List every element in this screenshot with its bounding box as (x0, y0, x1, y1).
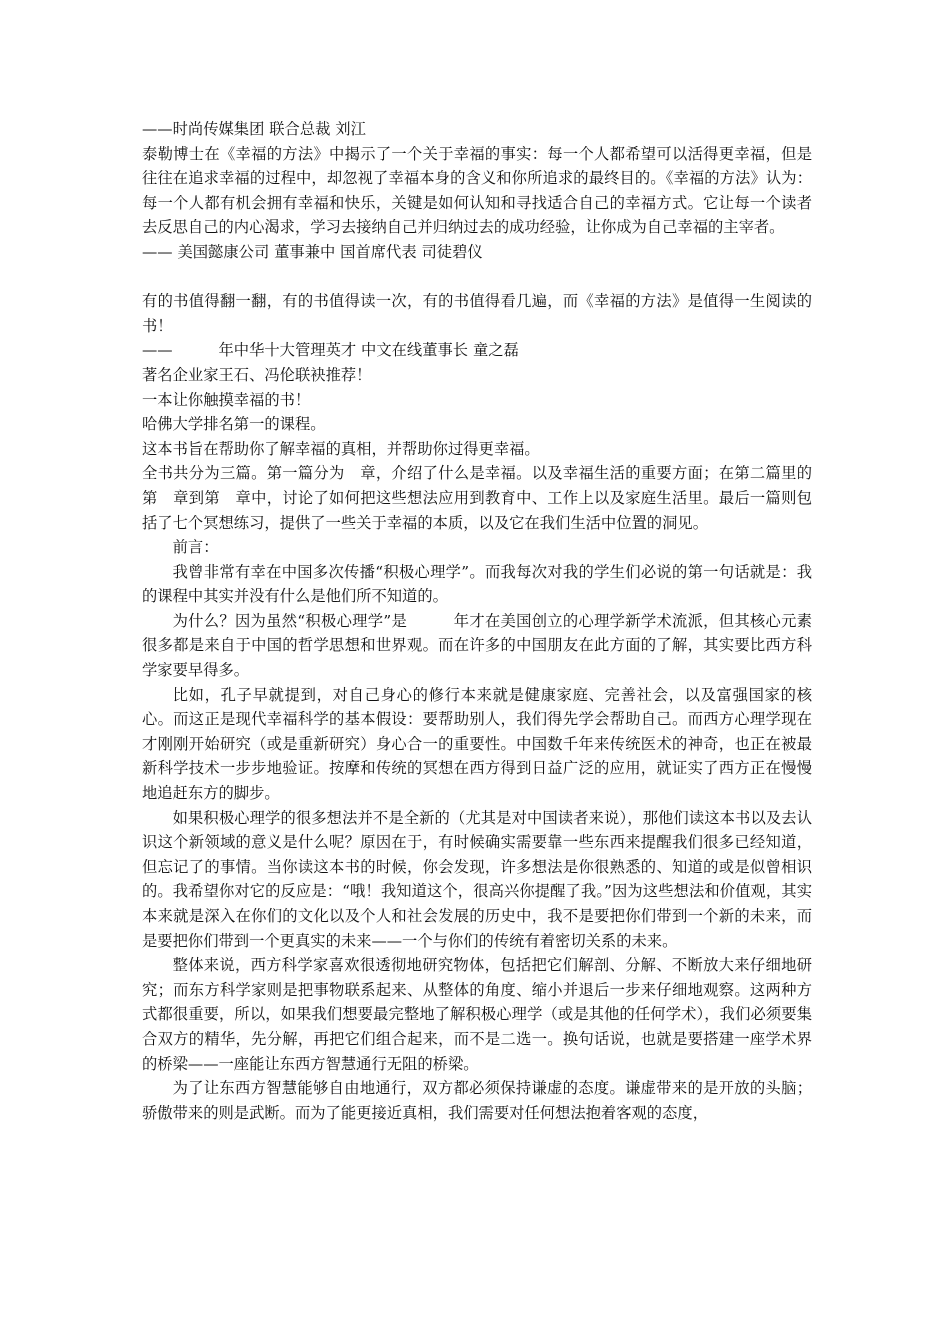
paragraph: 前言： (172, 538, 219, 557)
paragraph: 整体来说，西方科学家喜欢很透彻地研究物体，包括把它们解剖、分解、不断放大来仔细地研究；而东方科学家则是把事物联系起来、从整体的角度、缩小并退后一步来仔细地观察。这两种方式都很重要，所以，如果我们想要最完整地了解积极心理学（或是其他的任何学术），我们必须要集合双方的精华，先分解，再把它们组合起来，而不是二选一。换句话说，也就是要搭建一座学术界的桥梁——一座能让东西方智慧通行无阻的桥梁。 (142, 956, 812, 1073)
paragraph: 我曾非常有幸在中国多次传播“积极心理学”。而我每次对我的学生们必说的第一句话就是：我的课程中其实并没有什么是他们所不知道的。 (142, 562, 812, 606)
document-body (142, 117, 812, 1125)
text-line: 一本让你触摸幸福的书！ (142, 390, 311, 409)
text-line: 著名企业家王石、冯伦联袂推荐！ (142, 365, 372, 384)
paragraph: 为了让东西方智慧能够自由地通行，双方都必须保持谦虚的态度。谦虚带来的是开放的头脑；骄傲带来的则是武断。而为了能更接近真相，我们需要对任何想法抱着客观的态度， (142, 1079, 812, 1122)
text-line: ——时尚传媒集团 联合总裁 刘江 (142, 120, 366, 138)
paragraph: 泰勒博士在《幸福的方法》中揭示了一个关于幸福的事实：每一个人都希望可以活得更幸福，但是往往在追求幸福的过程中，却忽视了幸福本身的含义和你所追求的最终目的。《幸福的方法》认为：每一个人都有机会拥有幸福和快乐，关键是如何认知和寻找适合自己的幸福方式。它让每一个读者去反思自己的内心渴求，学习去接纳自己并归纳过去的成功经验，让你成为自己幸福的主宰者。 (142, 144, 812, 237)
paragraph: 有的书值得翻一翻，有的书值得读一次，有的书值得看几遍，而《幸福的方法》是值得一生阅读的书！ (142, 292, 812, 335)
paragraph: 如果积极心理学的很多想法并不是全新的（尤其是对中国读者来说），那他们读这本书以及去认识这个新领域的意义是什么呢？原因在于，有时候确实需要靠一些东西来提醒我们很多已经知道，但忘记了的事情。当你读这本书的时候，你会发现，许多想法是你很熟悉的、知道的或是似曾相识的。我希望你对它的反应是：“哦！我知道这个，很高兴你提醒了我。”因为这些想法和价值观，其实本来就是深入在你们的文化以及个人和社会发展的历史中，我不是要把你们带到一个新的未来，而是要把你们带到一个更真实的未来——一个与你们的传统有着密切关系的未来。 (142, 808, 812, 950)
text-line: —— 年中华十大管理英才 中文在线董事长 童之磊 (142, 341, 519, 360)
paragraph: 为什么？因为虽然“积极心理学”是 年才在美国创立的心理学新学术流派，但其核心元素很多都是来自于中国的哲学思想和世界观。而在许多的中国朋友在此方面的了解，其实要比西方科学家要早得多。 (142, 611, 812, 680)
paragraph: 比如，孔子早就提到，对自己身心的修行本来就是健康家庭、完善社会，以及富强国家的核心。而这正是现代幸福科学的基本假设：要帮助别人，我们得先学会帮助自己。而西方心理学现在才刚刚开始研究（或是重新研究）身心合一的重要性。中国数千年来传统医术的神奇，也正在被最新科学技术一步步地验证。按摩和传统的冥想在西方得到日益广泛的应用，就证实了西方正在慢慢地追赶东方的脚步。 (142, 685, 812, 803)
paragraph: 全书共分为三篇。第一篇分为 章，介绍了什么是幸福。以及幸福生活的重要方面；在第二篇里的第 章到第 章中，讨论了如何把这些想法应用到教育中、工作上以及家庭生活里。最后一篇则包括了七个冥想练习，提供了一些关于幸福的本质，以及它在我们生活中位置的洞见。 (142, 464, 812, 532)
text-line: —— 美国懿康公司 董事兼中 国首席代表 司徒碧仪 (142, 242, 483, 261)
text-line: 哈佛大学排名第一的课程。 (142, 415, 326, 434)
blank-line (142, 265, 812, 290)
text-line: 这本书旨在帮助你了解幸福的真相，并帮助你过得更幸福。 (142, 439, 540, 458)
